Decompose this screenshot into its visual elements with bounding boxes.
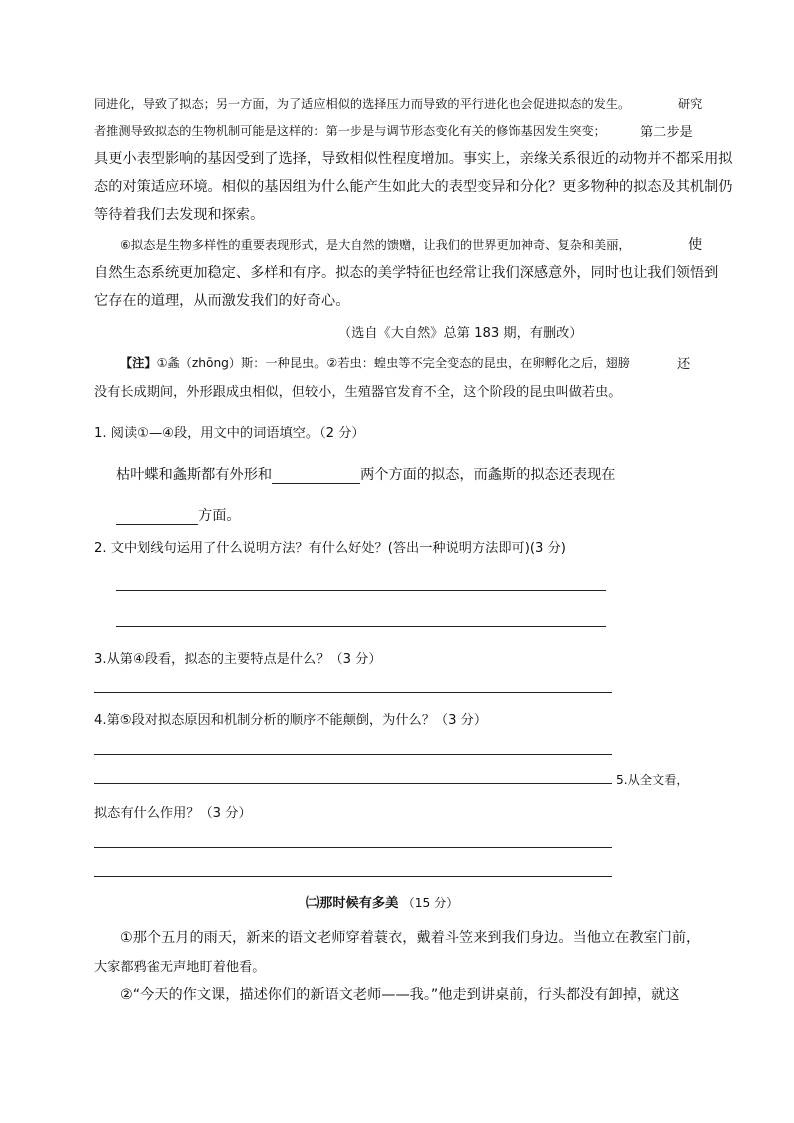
section-2-score: （15 分） [402, 896, 459, 910]
q1-text-end: 方面。 [198, 508, 241, 524]
question-5-start: 5.从全文看， [616, 773, 689, 787]
question-3: 3.从第④段看，拟态的主要特点是什么？（3 分） [94, 652, 382, 667]
passage-p6-line-2: 自然生态系统更加稳定、多样和有序。拟态的美学特征也经常让我们深感意外，同时也让我们领悟到 [94, 265, 719, 281]
passage-p5-line-1-tail: 研究 [678, 97, 703, 111]
passage-p6-line-1: ⑥拟态是生物多样性的重要表现形式，是大自然的馈赠，让我们的世界更加神奇、复杂和美丽， [120, 238, 631, 252]
question-1-fill-line-a [116, 464, 615, 484]
q4-answer-line-2[interactable] [94, 783, 612, 784]
q5-answer-line-2[interactable] [94, 876, 612, 877]
passage-p5-line-4: 态的对策适应环境。相似的基因组为什么能产生如此大的表型变异和分化？更多物种的拟态及其机制仍 [94, 179, 733, 195]
q2-answer-line-2[interactable] [116, 626, 606, 627]
note-line-1 [120, 354, 630, 371]
question-4: 4.第⑤段对拟态原因和机制分析的顺序不能颠倒，为什么？（3 分） [94, 713, 488, 728]
passage-p5-line-3: 具更小表型影响的基因受到了选择，导致相似性程度增加。事实上，亲缘关系很近的动物并不都采用拟 [94, 151, 733, 167]
source-citation: （选自《大自然》总第 183 期，有删改） [338, 326, 583, 341]
passage-p6-line-3: 它存在的道理，从而激发我们的好奇心。 [94, 293, 350, 309]
note-label: 【注】 [120, 356, 157, 370]
q3-answer-line[interactable] [94, 692, 612, 693]
q1-text-post: 两个方面的拟态，而螽斯的拟态还表现在 [360, 467, 616, 483]
passage-p5-line-2-tail: 第二步是 [640, 125, 693, 140]
q1-answer-blank-1[interactable] [272, 467, 360, 484]
passage-p5-line-2: 者推测导致拟态的生物机制可能是这样的：第一步是与调节形态变化有关的修饰基因发生突变； [94, 124, 606, 138]
q1-text-pre: 枯叶蝶和螽斯都有外形和 [116, 467, 273, 483]
section-2-title: ㈡那时候有多美 [306, 896, 399, 911]
note-text-1: ①螽（zhōng）斯：一种昆虫。②若虫：蝗虫等不完全变态的昆虫，在卵孵化之后，翅膀 [156, 356, 630, 370]
q5-answer-line-1[interactable] [94, 847, 612, 848]
passage-p5-line-1: 同进化，导致了拟态；另一方面，为了适应相似的选择压力而导致的平行进化也会促进拟态的发生。 [94, 97, 631, 111]
section-2-para-1-line-1: ①那个五月的雨天，新来的语文老师穿着蓑衣，戴着斗笠来到我们身边。当他立在教室门前， [120, 930, 701, 946]
q2-answer-line-1[interactable] [116, 590, 606, 591]
note-line-1-tail: 还 [677, 357, 691, 372]
section-2-para-1-line-2: 大家都鸦雀无声地盯着他看。 [94, 960, 266, 975]
q4-answer-line-1[interactable] [94, 754, 612, 755]
passage-p5-line-5: 等待着我们去发现和探索。 [94, 207, 265, 223]
question-1-fill-line-b [116, 505, 241, 525]
section-2-para-2-line-1: ②“今天的作文课，描述你们的新语文老师——我。”他走到讲桌前，行头都没有卸掉，就这 [120, 987, 680, 1003]
question-2: 2. 文中划线句运用了什么说明方法？有什么好处？(答出一种说明方法即可)(3 分) [94, 541, 566, 556]
passage-p6-line-1-tail: 使 [688, 237, 703, 253]
question-5-cont: 拟态有什么作用？（3 分） [94, 806, 252, 821]
note-line-2: 没有长成期间，外形跟成虫相似，但较小，生殖器官发育不全，这个阶段的昆虫叫做若虫。 [94, 385, 622, 400]
question-1: 1. 阅读①—④段，用文中的词语填空。（2 分） [94, 426, 365, 441]
section-2-heading [306, 892, 458, 911]
q1-answer-blank-2[interactable] [116, 508, 198, 525]
